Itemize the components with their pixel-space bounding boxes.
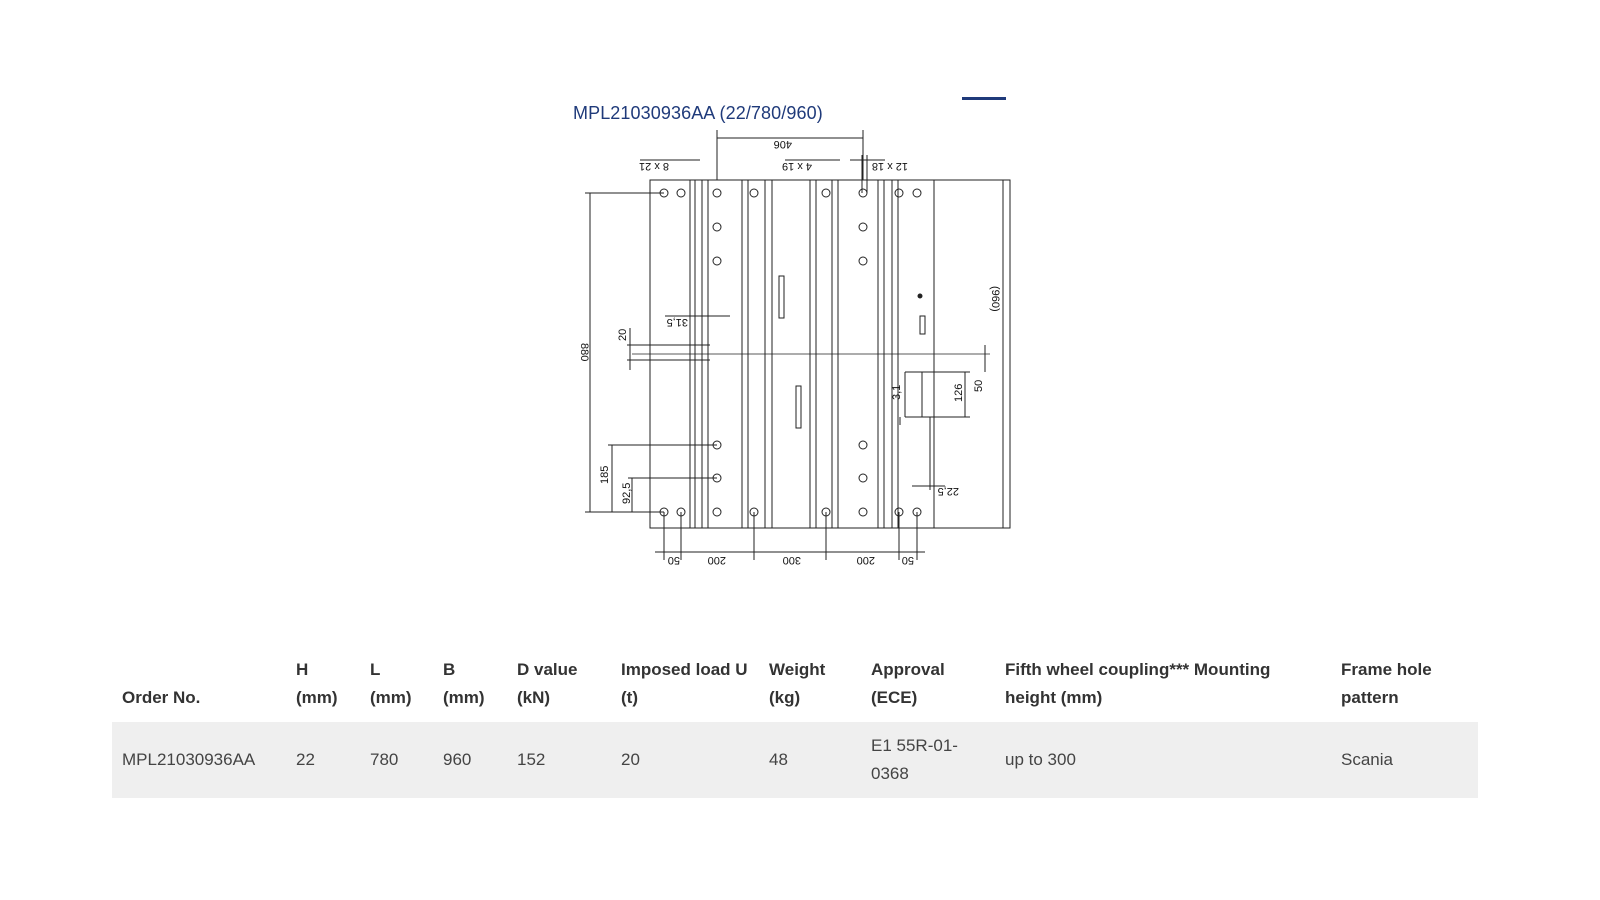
dim-22-5: 22,5 bbox=[937, 485, 959, 497]
cell-order-no: MPL21030936AA bbox=[112, 722, 286, 798]
dim-406: 406 bbox=[773, 138, 792, 150]
cell-weight: 48 bbox=[759, 722, 861, 798]
header-h: H (mm) bbox=[296, 660, 338, 707]
dim-50-right: 50 bbox=[973, 379, 985, 392]
marking-dot bbox=[918, 294, 922, 298]
header-order-no: Order No. bbox=[122, 688, 201, 707]
dim-50-bottom-left: 50 bbox=[667, 554, 680, 566]
table-header-row bbox=[112, 648, 1478, 722]
header-imposed-load: Imposed load U (t) bbox=[621, 660, 748, 707]
cell-d-value: 152 bbox=[507, 722, 611, 798]
cell-b: 960 bbox=[433, 722, 507, 798]
cell-frame-hole-pattern: Scania bbox=[1331, 722, 1478, 798]
header-b: B (mm) bbox=[443, 660, 485, 707]
dim-20: 20 bbox=[617, 328, 629, 341]
cell-h: 22 bbox=[286, 722, 360, 798]
cell-imposed-load: 20 bbox=[611, 722, 759, 798]
header-weight: Weight (kg) bbox=[769, 660, 826, 707]
dim-200-bottom-left: 200 bbox=[707, 554, 726, 566]
dim-12x18: 12 x 18 bbox=[871, 160, 908, 172]
cell-approval: E1 55R-01- 0368 bbox=[861, 722, 995, 798]
dim-4x19: 4 x 19 bbox=[782, 160, 812, 172]
holes bbox=[660, 189, 921, 516]
dim-92-5: 92,5 bbox=[621, 482, 633, 504]
slot bbox=[796, 386, 801, 428]
table-row bbox=[112, 722, 1478, 798]
specification-table bbox=[112, 648, 1478, 798]
dim-200-bottom-right: 200 bbox=[856, 554, 875, 566]
dim-185: 185 bbox=[599, 465, 611, 484]
dim-3-1: 3,1 bbox=[891, 384, 903, 400]
slot bbox=[779, 276, 784, 318]
figure-title: MPL21030936AA (22/780/960) bbox=[573, 103, 823, 123]
cell-l: 780 bbox=[360, 722, 433, 798]
dim-31-5: 31,5 bbox=[666, 316, 688, 328]
dim-126: 126 bbox=[953, 383, 965, 402]
dim-960: (960) bbox=[989, 286, 1001, 312]
slot bbox=[920, 316, 925, 334]
header-fifth-wheel-mounting-height: Fifth wheel coupling*** Mounting height (mm) bbox=[1005, 660, 1271, 707]
header-frame-hole-pattern: Frame hole pattern bbox=[1341, 660, 1432, 707]
dim-8x21: 8 x 21 bbox=[639, 160, 669, 172]
header-l: L (mm) bbox=[370, 660, 412, 707]
dim-50-bottom-right: 50 bbox=[901, 554, 914, 566]
dim-300-bottom: 300 bbox=[782, 554, 801, 566]
cell-mounting-height: up to 300 bbox=[995, 722, 1331, 798]
dim-880: 880 bbox=[578, 343, 590, 362]
top-dimension-lines bbox=[640, 130, 885, 193]
header-approval: Approval (ECE) bbox=[871, 660, 945, 707]
header-d-value: D value (kN) bbox=[517, 660, 578, 707]
